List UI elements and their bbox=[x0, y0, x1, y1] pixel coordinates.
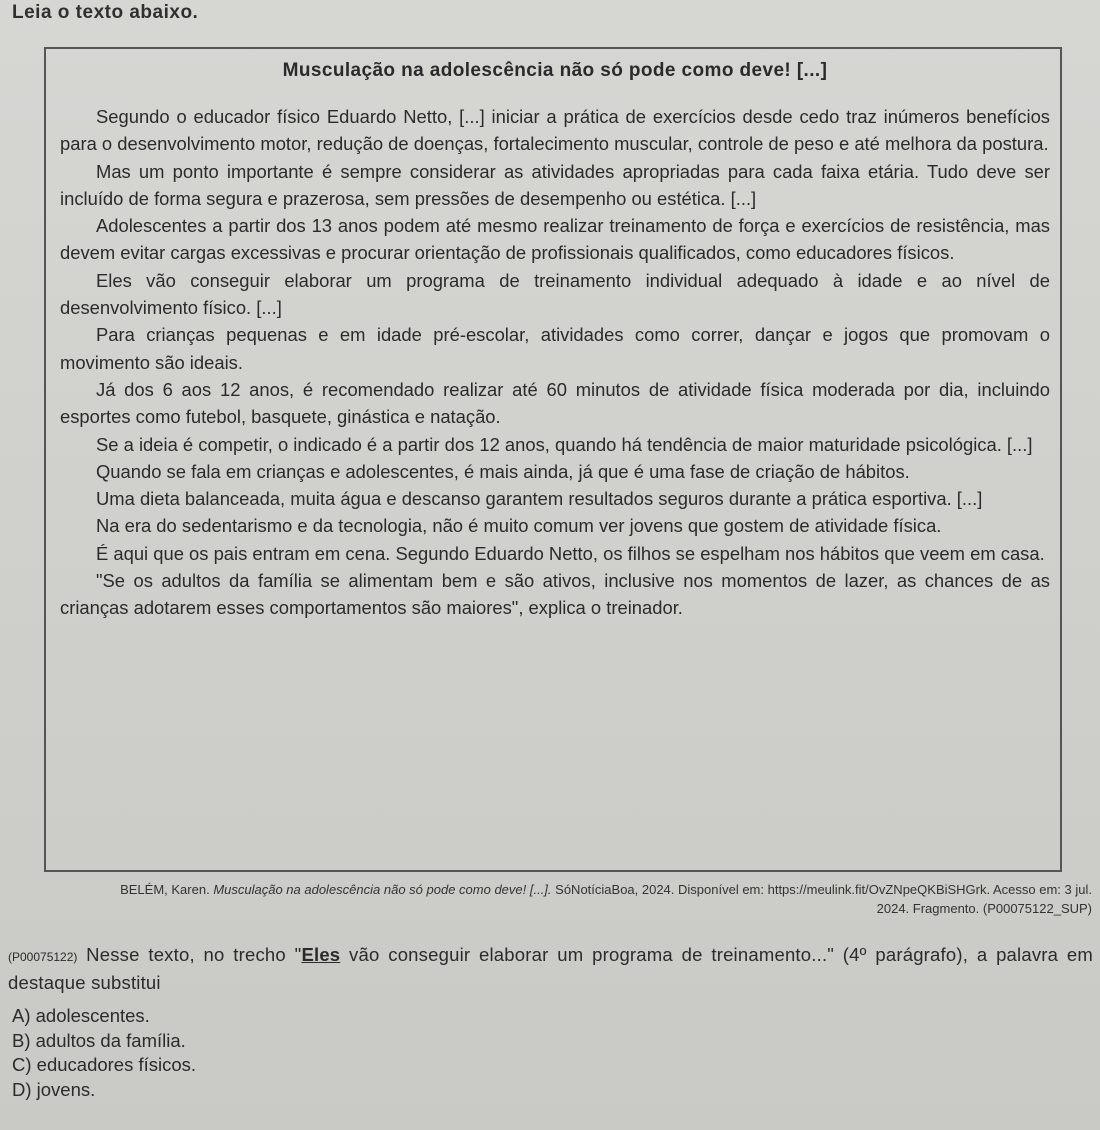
option-a[interactable]: A) adolescentes. bbox=[12, 1005, 150, 1026]
paragraph: Segundo o educador físico Eduardo Netto, [...] iniciar a prática de exercícios desde cedo traz inúmeros benefícios para o desenvolvimento motor, redução de doenças, fortalecimento muscular, controle de peso e até melhora da postura. bbox=[60, 106, 1050, 155]
paragraph: Mas um ponto importante é sempre considerar as atividades apropriadas para cada faixa etária. Tudo deve ser incluído de forma segura e prazerosa, sem pressões de desempenho ou estética. [...] bbox=[60, 160, 1050, 209]
question-text bbox=[8, 942, 1093, 995]
reference-title: Musculação na adolescência não só pode como deve! [...]. bbox=[213, 882, 552, 897]
question-stem-end: vão conseguir elaborar um programa de treinamento..." (4º parágrafo), a palavra em destaque substitui bbox=[8, 944, 1093, 993]
answer-options bbox=[12, 1004, 196, 1102]
reference-details: SóNotíciaBoa, 2024. Disponível em: https://meulink.fit/OvZNpeQKBiSHGrk. Acesso em: 3 jul. 2024. Fragmento. (P00075122_SUP) bbox=[555, 882, 1092, 916]
paragraph: Quando se fala em crianças e adolescentes, é mais ainda, já que é uma fase de criação de hábitos. bbox=[96, 460, 910, 482]
question-stem-start: Nesse texto, no trecho " bbox=[86, 944, 302, 965]
paragraph: Eles vão conseguir elaborar um programa de treinamento individual adequado à idade e ao nível de desenvolvimento físico. [...] bbox=[60, 269, 1050, 319]
paragraph: Já dos 6 aos 12 anos, é recomendado realizar até 60 minutos de atividade física moderada por dia, incluindo esportes como futebol, basquete, ginástica e natação. bbox=[60, 378, 1050, 428]
paragraph: Adolescentes a partir dos 13 anos podem até mesmo realizar treinamento de força e exercícios de resistência, mas devem evitar cargas excessivas e procurar orientação de profissionais qualificados, como educadores físicos. bbox=[60, 215, 1050, 264]
text-title: Musculação na adolescência não só pode como deve! [...] bbox=[282, 60, 828, 81]
source-reference bbox=[112, 880, 1092, 918]
paragraph: Uma dieta balanceada, muita água e descanso garantem resultados seguros durante a prática esportiva. [...] bbox=[96, 488, 983, 510]
instruction-text: Leia o texto abaixo. bbox=[12, 2, 199, 23]
option-d[interactable]: D) jovens. bbox=[12, 1078, 96, 1100]
reference-author: BELÉM, Karen. bbox=[120, 882, 210, 897]
reading-text-box bbox=[44, 47, 1062, 872]
paragraph: "Se os adultos da família se alimentam bem e são ativos, inclusive nos momentos de lazer, as chances de as crianças adotarem esses comportamentos são maiores", explica o treinador. bbox=[60, 570, 1050, 619]
question-code: (P00075122) bbox=[8, 950, 78, 964]
option-c[interactable]: C) educadores físicos. bbox=[12, 1054, 197, 1075]
paragraph: Para crianças pequenas e em idade pré-escolar, atividades como correr, dançar e jogos que promovam o movimento são ideais. bbox=[60, 324, 1050, 373]
highlighted-word: Eles bbox=[301, 944, 341, 965]
paragraph: É aqui que os pais entram em cena. Segundo Eduardo Netto, os filhos se espelham nos hábitos que veem em casa. bbox=[96, 542, 1045, 564]
paragraph: Se a ideia é competir, o indicado é a partir dos 12 anos, quando há tendência de maior maturidade psicológica. [...] bbox=[96, 433, 1033, 455]
option-b[interactable]: B) adultos da família. bbox=[12, 1029, 186, 1051]
paragraph: Na era do sedentarismo e da tecnologia, não é muito comum ver jovens que gostem de atividade física. bbox=[96, 515, 942, 537]
